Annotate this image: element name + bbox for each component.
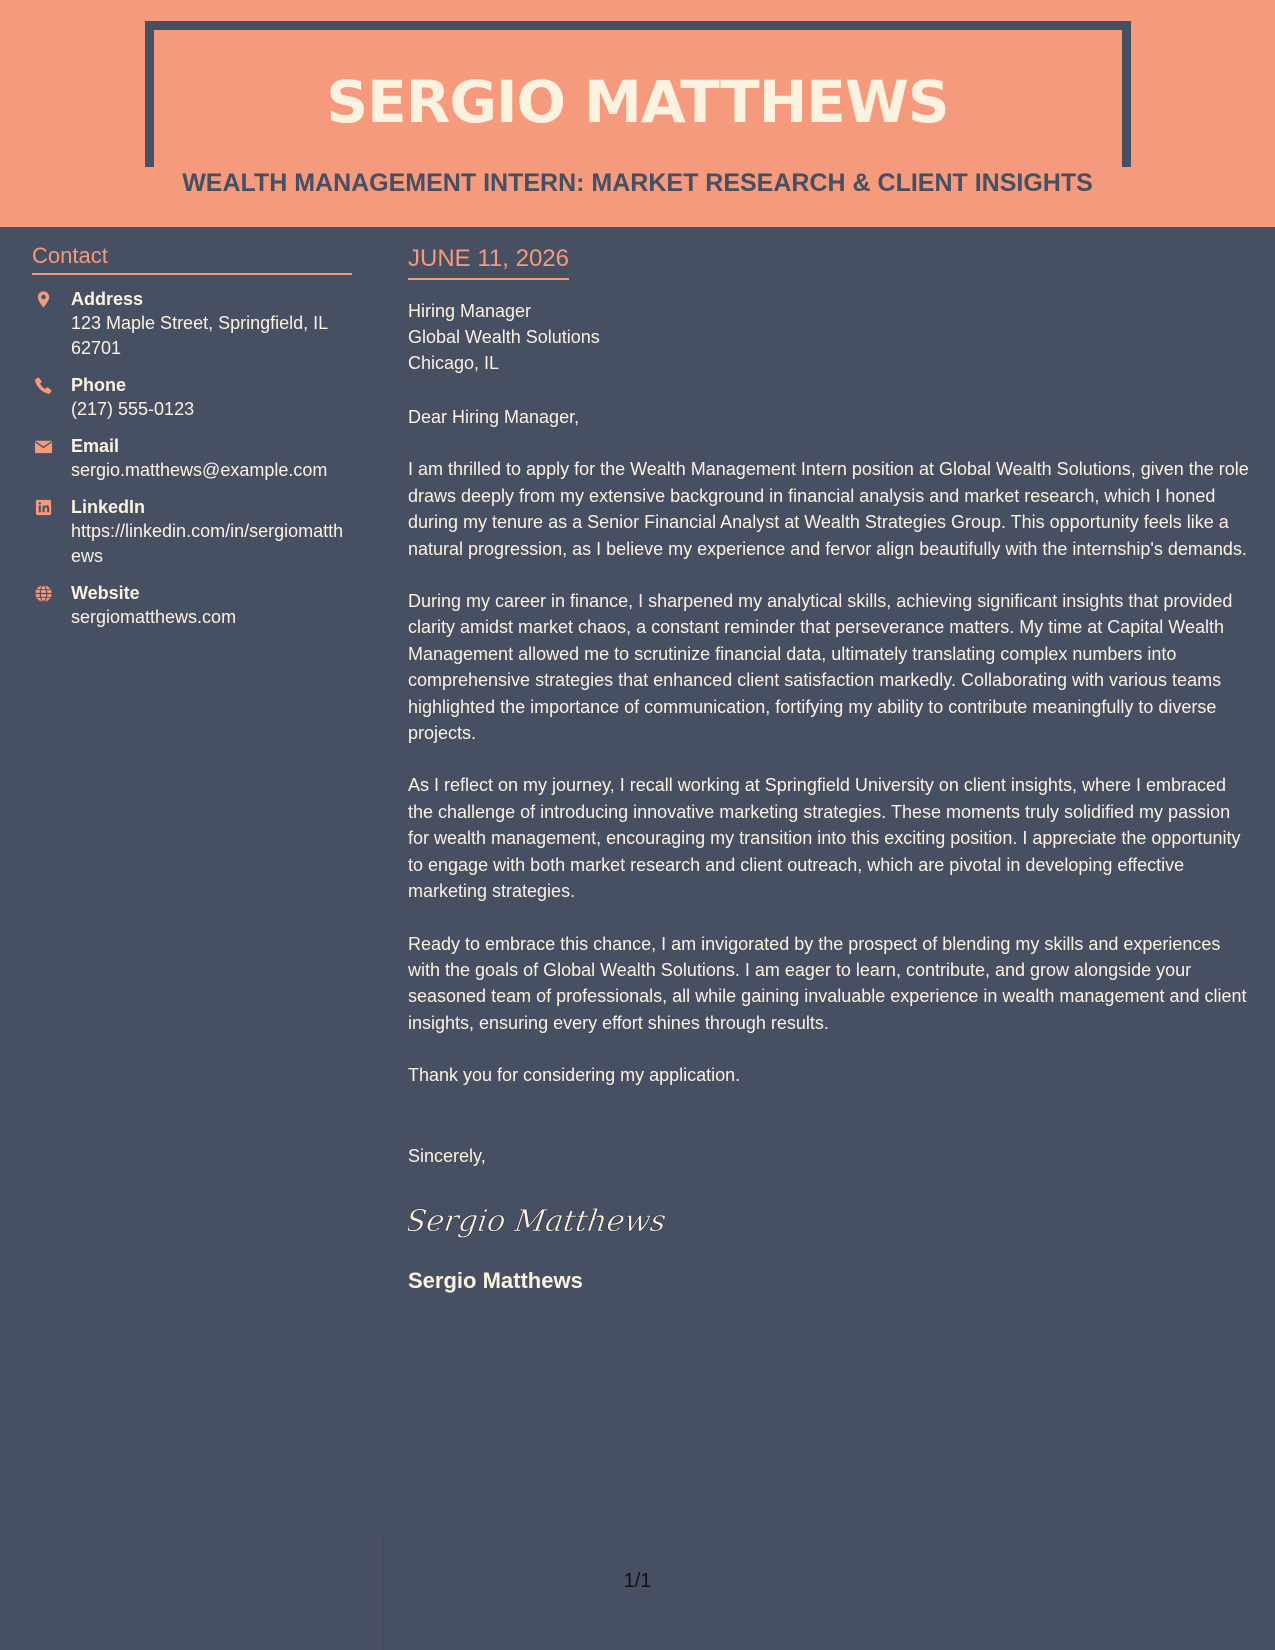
recipient-line: Chicago, IL [408, 353, 500, 373]
body-paragraph: Ready to embrace this chance, I am invigorated by the prospect of blending my skills and experiences with the goals of Global Wealth Solutions. I am eager to learn, contribute, and grow alongside your seasoned team of professionals, all while gaining invaluable experience in wealth management and client insights, ensuring every effort shines through results. [408, 933, 1247, 1033]
phone-value: (217) 555-0123 [71, 399, 195, 419]
date-block [408, 244, 569, 280]
salutation: Dear Hiring Manager, [408, 407, 580, 427]
contact-linkedin [32, 495, 352, 569]
envelope-icon [34, 437, 53, 456]
website-label: Website [71, 583, 140, 603]
contact-address [32, 287, 352, 361]
map-pin-icon [34, 290, 53, 309]
address-value: 123 Maple Street, Springfield, IL 62701 [71, 313, 328, 358]
header-banner [0, 0, 1275, 227]
linkedin-value[interactable]: https://linkedin.com/in/sergiomatthews [71, 521, 344, 566]
recipient-line: Hiring Manager [408, 301, 532, 321]
email-value[interactable]: sergio.matthews@example.com [71, 460, 328, 480]
body-paragraph: As I reflect on my journey, I recall working at Springfield University on client insights, where I embraced the challenge of introducing innovative marketing strategies. These moments truly solidified my passion for wealth management, encouraging my transition into this exciting position. I appreciate the opportunity to engage with both market research and client outreach, which are pivotal in developing effective marketing strategies. [408, 775, 1241, 902]
contact-sidebar [32, 242, 352, 642]
phone-label: Phone [71, 375, 127, 395]
letter-date: JUNE 11, 2026 [408, 245, 569, 272]
contact-heading: Contact [32, 242, 352, 275]
contact-website [32, 581, 352, 630]
email-label: Email [71, 436, 120, 456]
recipient-block [408, 298, 1253, 376]
job-title: WEALTH MANAGEMENT INTERN: MARKET RESEARCH & CLIENT INSIGHTS [182, 169, 1093, 197]
signoff: Sincerely, [408, 1145, 486, 1166]
phone-icon [34, 376, 53, 395]
signature-text: Sergio Matthews [408, 1204, 669, 1239]
linkedin-icon [34, 498, 53, 517]
body-paragraph: During my career in finance, I sharpened my analytical skills, achieving significant insights that provided clarity amidst market chaos, a constant reminder that perseverance matters. My time at Capital Wealth Management allowed me to scrutinize financial data, ultimately translating complex numbers into comprehensive strategies that enhanced client satisfaction markedly. Collaborating with various teams highlighted the importance of communication, fortifying my ability to contribute meaningfully to diverse projects. [408, 591, 1233, 744]
body-paragraph: I am thrilled to apply for the Wealth Management Intern position at Global Wealth Solutions, given the role draws deeply from my extensive background in financial analysis and market research, which I honed during my tenure as a Senior Financial Analyst at Wealth Strategies Group. This opportunity feels like a natural progression, as I believe my experience and fervor align beautifully with the internship's demands. [408, 459, 1249, 559]
letter-body [408, 244, 1253, 1295]
address-label: Address [71, 289, 144, 309]
contact-email [32, 434, 352, 483]
globe-icon [34, 584, 53, 603]
closing-thanks: Thank you for considering my application. [408, 1065, 741, 1086]
handwritten-signature [408, 1193, 1253, 1249]
contact-phone [32, 373, 352, 422]
recipient-line: Global Wealth Solutions [408, 327, 600, 347]
website-value[interactable]: sergiomatthews.com [71, 607, 237, 627]
page-number: 1/1 [623, 1570, 652, 1592]
linkedin-label: LinkedIn [71, 497, 146, 517]
applicant-name: SERGIO MATTHEWS [326, 68, 949, 136]
signed-name: Sergio Matthews [408, 1267, 583, 1293]
signature-image [408, 1193, 678, 1249]
